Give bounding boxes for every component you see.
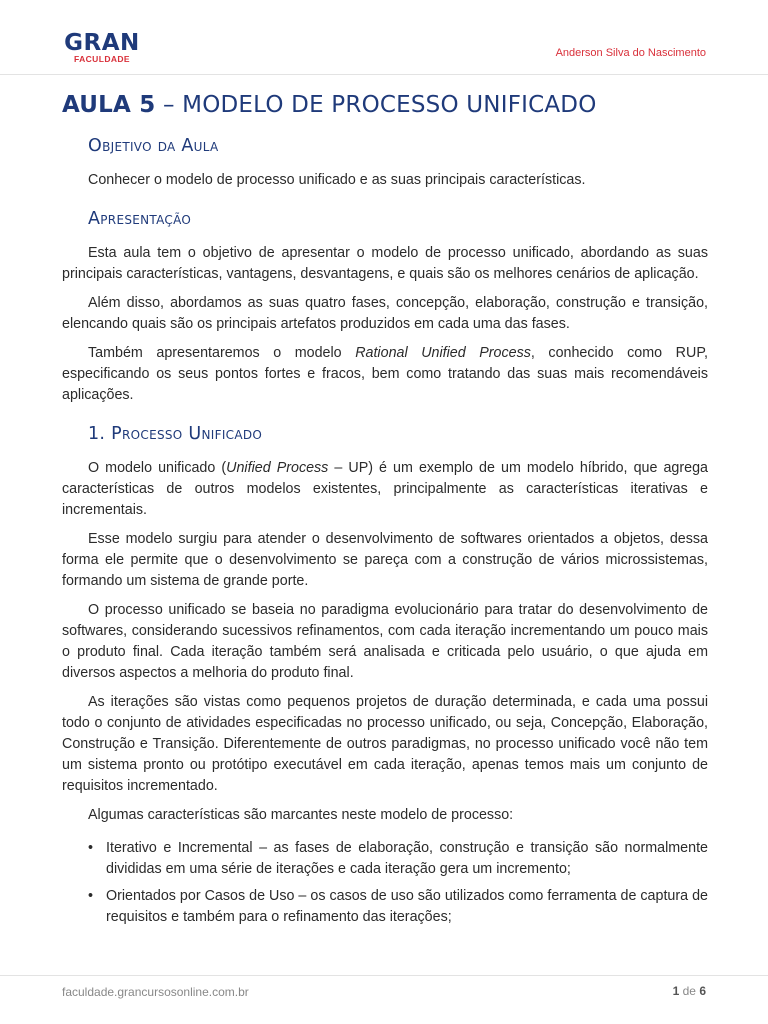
objetivo-heading: Objetivo da Aula <box>88 136 219 156</box>
objetivo-text: Conhecer o modelo de processo unificado e as suas principais características. <box>88 172 586 188</box>
section-1-paragraph-4: As iterações são vistas como pequenos projetos de duração determinada, e cada uma possui todo o conjunto de atividades especificadas no processo unificado, ou seja, Concepção, Elaboração, Construção e Transição. Diferentemente de outros paradigmas, no processo unificado você não tem um sistema pronto ou protótipo executável em cada iteração, apenas temos mais um conjunto de requisitos incrementado. <box>62 694 708 794</box>
text-run: – UP) é um exemplo de um modelo híbrido, que agrega características de outros modelos existentes, principalmente as características iterativas e incrementais. <box>62 460 708 518</box>
text-run: Também apresentaremos o modelo <box>88 345 356 361</box>
list-item-text: Iterativo e Incremental – as fases de elaboração, construção e transição são normalmente divididas em uma série de iterações e cada iteração gera um incremento; <box>106 840 708 877</box>
text-run: , conhecido como RUP, especificando os seus pontos fortes e fracos, bem como tratando das suas mais recomendáveis aplicações. <box>62 345 708 403</box>
emphasis-up: Unified Process <box>226 460 329 476</box>
footer-url[interactable]: faculdade.grancursosonline.com.br <box>62 985 249 999</box>
author-name: Anderson Silva do Nascimento <box>555 47 706 59</box>
page-current: 1 <box>672 984 680 998</box>
logo-subtitle: FACULDADE <box>73 54 130 64</box>
apresentacao-heading: Apresentação <box>88 209 192 229</box>
characteristics-list <box>62 838 708 928</box>
footer-divider <box>0 975 768 976</box>
bullet-icon: • <box>88 888 94 904</box>
section-1-paragraph-1 <box>62 458 708 521</box>
apresentacao-paragraph-3 <box>62 343 708 406</box>
title-prefix: AULA 5 <box>62 92 156 118</box>
gran-logo[interactable] <box>62 32 142 64</box>
page-title <box>62 92 708 118</box>
header-divider <box>0 74 768 75</box>
list-item <box>62 886 708 928</box>
page-number <box>673 984 706 998</box>
list-item <box>62 838 708 880</box>
apresentacao-paragraph-1: Esta aula tem o objetivo de apresentar o modelo de processo unificado, abordando as suas principais características, vantagens, desvantagens, e quais são os melhores cenários de aplicação. <box>62 245 708 282</box>
document-body <box>62 92 708 934</box>
section-1-paragraph-2: Esse modelo surgiu para atender o desenvolvimento de softwares orientados a objetos, dessa forma ele permite que o desenvolvimento se pareça com a construção de vários microssistemas, formando um sistema de grande porte. <box>62 531 708 589</box>
title-rest: – MODELO DE PROCESSO UNIFICADO <box>155 92 597 118</box>
text-run: O modelo unificado ( <box>88 460 227 476</box>
page-total: 6 <box>699 984 706 998</box>
emphasis-rup: Rational Unified Process <box>355 345 531 361</box>
list-item-text: Orientados por Casos de Uso – os casos de uso são utilizados como ferramenta de captura de requisitos e também para o refinamento das iterações; <box>106 888 708 925</box>
section-1-heading: 1. Processo Unificado <box>88 424 263 444</box>
logo-wordmark: GRAN <box>64 30 140 56</box>
page-header <box>0 0 768 75</box>
bullet-icon: • <box>88 840 94 856</box>
section-1-paragraph-5: Algumas características são marcantes neste modelo de processo: <box>88 807 514 823</box>
page-separator: de <box>679 984 700 998</box>
apresentacao-paragraph-2: Além disso, abordamos as suas quatro fases, concepção, elaboração, construção e transição, elencando quais são os principais artefatos produzidos em cada uma das fases. <box>62 295 708 332</box>
section-1-paragraph-3: O processo unificado se baseia no paradigma evolucionário para tratar do desenvolvimento de softwares, considerando sucessivos refinamentos, com cada iteração incrementando um pouco mais o produto final. Cada iteração também será analisada e criticada pelo usuário, o que ajuda em diversos aspectos a melhoria do produto final. <box>62 602 708 681</box>
